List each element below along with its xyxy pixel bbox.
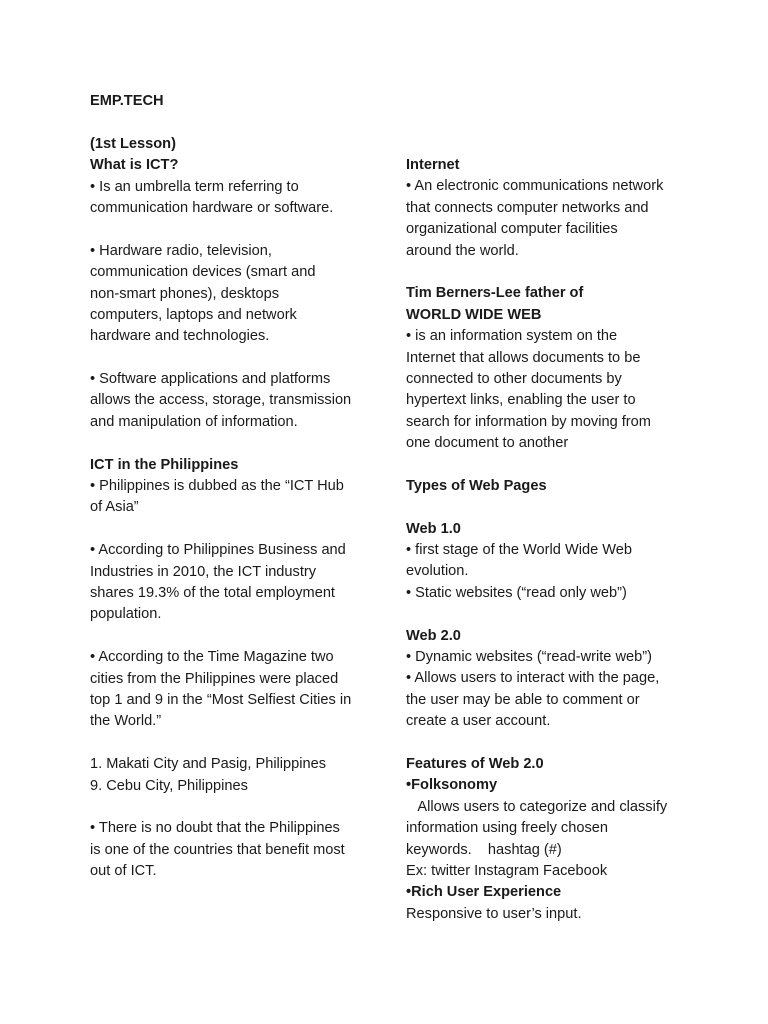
ict-philippines-heading: ICT in the Philippines [90,456,239,473]
text-line: allows the access, storage, transmission [90,392,352,409]
paragraph [406,540,691,604]
text-line: out of ICT. [90,863,157,880]
text-line: around the world. [406,242,519,259]
rich-ux-heading: •Rich User Experience [406,884,562,901]
list-item: 9. Cebu City, Philippines [90,777,248,794]
text-line: • There is no doubt that the Philippines [90,820,340,837]
right-column [406,155,691,925]
text-line: • is an information system on the [406,328,618,345]
lesson-label: (1st Lesson) [90,135,176,152]
types-heading: Types of Web Pages [406,477,547,494]
web1-heading: Web 1.0 [406,520,461,537]
list-item: 1. Makati City and Pasig, Philippines [90,756,327,773]
text-line: create a user account. [406,713,551,730]
text-line: keywords. hashtag (#) [406,841,562,858]
text-line: • An electronic communications network [406,178,664,195]
text-line: cities from the Philippines were placed [90,670,339,687]
text-line: communication devices (smart and [90,264,316,281]
text-line: • Allows users to interact with the page, [406,670,660,687]
text-line: non-smart phones), desktops [90,285,280,302]
text-line: Ex: twitter Instagram Facebook [406,862,608,879]
paragraph [406,176,691,262]
text-line: Industries in 2010, the ICT industry [90,563,317,580]
paragraph [90,647,370,733]
text-line: • Dynamic websites (“read-write web”) [406,648,652,665]
web2-heading: Web 2.0 [406,627,461,644]
text-line: communication hardware or software. [90,199,334,216]
text-line: the user may be able to comment or [406,691,640,708]
text-line: • According to the Time Magazine two [90,649,334,666]
text-line: computers, laptops and network [90,306,297,323]
paragraph [90,540,370,626]
paragraph [406,797,691,883]
paragraph [90,369,370,433]
text-line: search for information by moving from [406,413,651,430]
document-title: EMP.TECH [90,93,164,109]
text-line: hardware and technologies. [90,328,270,345]
text-line: connected to other documents by [406,370,622,387]
text-line: • Hardware radio, television, [90,242,272,259]
paragraph [90,818,370,882]
paragraph [90,241,370,348]
text-line: • According to Philippines Business and [90,542,346,559]
text-line: population. [90,606,162,623]
text-line: • Is an umbrella term referring to [90,178,299,195]
internet-heading: Internet [406,157,460,173]
paragraph [90,177,370,220]
text-line: Allows users to categorize and classify [406,798,668,815]
text-line: information using freely chosen [406,820,608,837]
paragraph [90,476,370,519]
paragraph [406,326,691,454]
text-line: organizational computer facilities [406,221,618,238]
text-line: • first stage of the World Wide Web [406,542,632,559]
text-line: of Asia” [90,499,139,516]
text-line: that connects computer networks and [406,199,649,216]
tbl-heading: Tim Berners-Lee father of [406,285,584,302]
text-line: • Static websites (“read only web”) [406,584,627,601]
folksonomy-heading: •Folksonomy [406,777,498,794]
text-line: evolution. [406,563,469,580]
left-column [90,91,370,882]
city-list [90,754,370,797]
text-line: hypertext links, enabling the user to [406,392,636,409]
text-line: the World.” [90,713,162,730]
paragraph [406,647,691,733]
features-heading: Features of Web 2.0 [406,755,544,772]
text-line: • Software applications and platforms [90,371,331,388]
text-line: top 1 and 9 in the “Most Selfiest Cities in [90,691,352,708]
www-heading: WORLD WIDE WEB [406,306,542,323]
text-line: shares 19.3% of the total employment [90,584,335,601]
text-line: is one of the countries that benefit most [90,841,345,858]
text-line: Internet that allows documents to be [406,349,641,366]
text-line: and manipulation of information. [90,413,298,430]
text-line: one document to another [406,435,569,452]
text-line: Responsive to user’s input. [406,905,582,922]
text-line: • Philippines is dubbed as the “ICT Hub [90,478,344,495]
what-is-ict-heading: What is ICT? [90,157,179,174]
